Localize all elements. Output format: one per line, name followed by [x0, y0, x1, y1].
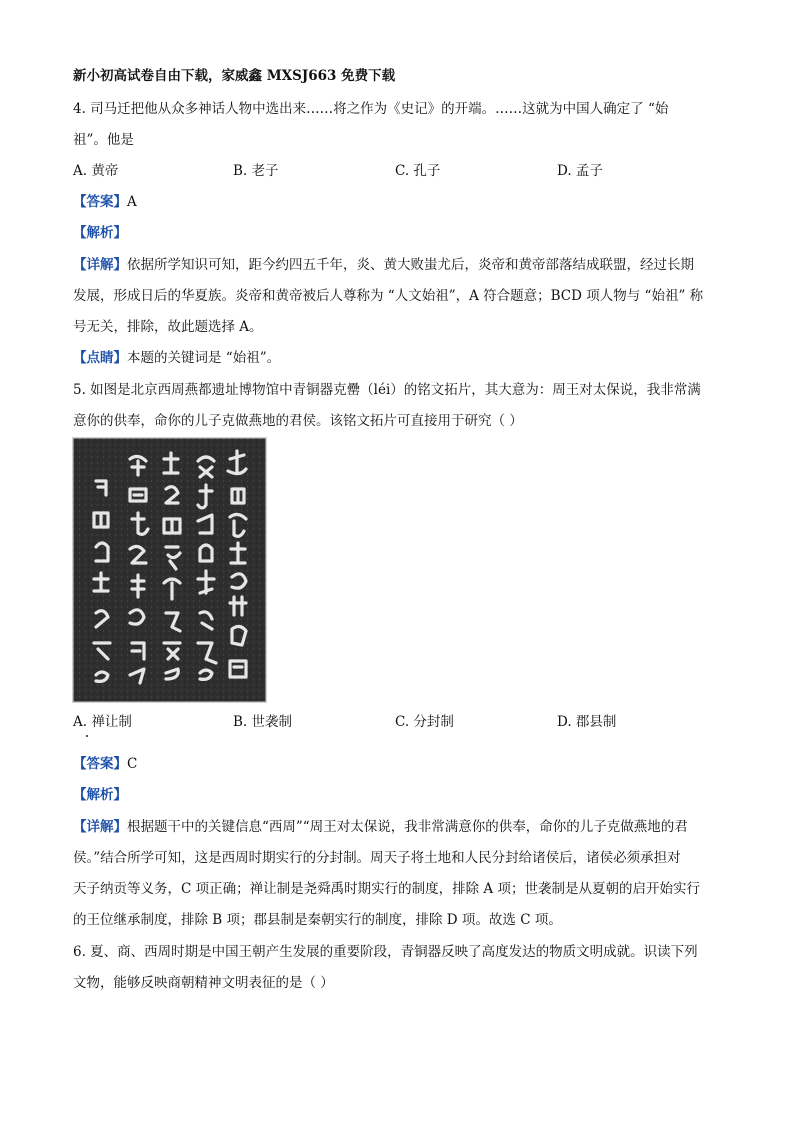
q5-option-b: B. 世袭制 [233, 714, 293, 730]
q5-answer-value: C [127, 756, 138, 772]
q5-answer [73, 755, 137, 773]
q5-detail-line1 [73, 818, 688, 836]
q5-option-c: C. 分封制 [395, 714, 454, 730]
q4-detail-line2: 发展，形成日后的华夏族。炎帝和黄帝被后人尊称为 “人文始祖”，A 符合题意；BCD 项人物与 “始祖” 称 [73, 288, 704, 304]
q4-answer [73, 193, 137, 211]
q5-detail-line3: 天子纳贡等义务，C 项正确；禅让制是尧舜禹时期实行的制度，排除 A 项；世袭制是从夏朝的启开始实行 [73, 881, 700, 897]
page-header: 新小初高试卷自由下载，家威鑫 MXSJ663 免费下载 [73, 68, 396, 84]
q5-answer-tag: 【答案】 [73, 756, 127, 772]
q5-stem-line2: 意你的供奉，命你的儿子克做燕地的君侯。该铭文拓片可直接用于研究（ ） [73, 413, 523, 429]
rubbing-graphic [72, 437, 267, 703]
q4-point [73, 349, 280, 367]
q5-detail-line4: 的王位继承制度，排除 B 项；郡县制是秦朝实行的制度，排除 D 项。故选 C 项。 [73, 912, 562, 928]
stray-dot [86, 735, 88, 737]
q5-analysis-tag: 【解析】 [73, 787, 127, 803]
q4-option-c: C. 孔子 [395, 163, 441, 179]
q5-option-d: D. 郡县制 [557, 714, 617, 730]
bronze-inscription-rubbing-image [72, 437, 267, 703]
q4-detail-tag: 【详解】 [73, 257, 127, 273]
q4-stem-line1: 4. 司马迁把他从众多神话人物中选出来……将之作为《史记》的开端。……这就为中国人确定了 “始 [73, 101, 669, 117]
q5-detail-text1: 根据题干中的关键信息“西周”“周王对太保说，我非常满意你的供奉，命你的儿子克做燕地的君 [127, 819, 688, 835]
q4-answer-value: A [127, 194, 137, 210]
q4-detail-line3: 号无关，排除，故此题选择 A。 [73, 319, 263, 335]
q5-option-a: A. 禅让制 [73, 714, 132, 730]
q6-stem-line2: 文物，能够反映商朝精神文明表征的是（ ） [73, 975, 334, 991]
q4-analysis-tag: 【解析】 [73, 225, 127, 241]
q4-point-tag: 【点睛】 [73, 350, 127, 366]
q4-option-a: A. 黄帝 [73, 163, 119, 179]
q4-option-d: D. 孟子 [557, 163, 603, 179]
q4-detail-line1 [73, 256, 694, 274]
q4-answer-tag: 【答案】 [73, 194, 127, 210]
q4-detail-text1: 依据所学知识可知，距今约四五千年，炎、黄大败蚩尤后，炎帝和黄帝部落结成联盟，经过长期 [127, 257, 694, 273]
q5-stem-line1: 5. 如图是北京西周燕都遗址博物馆中青铜器克罍（léi）的铭文拓片，其大意为：周王对太保说，我非常满 [73, 382, 701, 398]
q4-option-b: B. 老子 [233, 163, 279, 179]
q5-detail-line2: 侯。”结合所学可知，这是西周时期实行的分封制。周天子将土地和人民分封给诸侯后，诸侯必须承担对 [73, 850, 681, 866]
q4-stem-line2: 祖”。他是 [73, 132, 134, 148]
q4-analysis [73, 224, 127, 242]
q5-detail-tag: 【详解】 [73, 819, 127, 835]
q4-point-text: 本题的关键词是 “始祖”。 [127, 350, 281, 366]
q5-analysis [73, 786, 127, 804]
q6-stem-line1: 6. 夏、商、西周时期是中国王朝产生发展的重要阶段，青铜器反映了高度发达的物质文明成就。识读下列 [73, 944, 698, 960]
